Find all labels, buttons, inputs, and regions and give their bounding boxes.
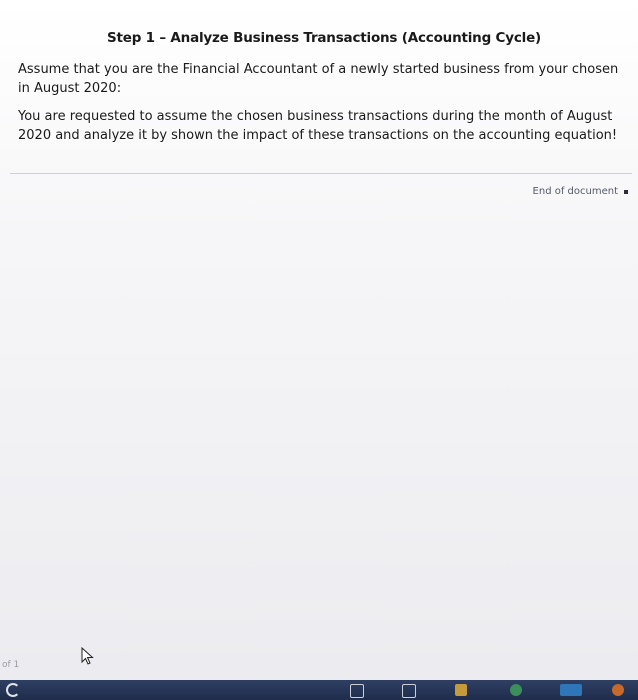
word-icon[interactable] <box>560 684 582 696</box>
browser-icon[interactable] <box>510 684 522 696</box>
end-of-document-label: End of document <box>532 186 618 197</box>
section-divider <box>10 173 632 174</box>
taskbar <box>0 680 638 700</box>
store-icon[interactable] <box>455 684 467 696</box>
chrome-icon[interactable] <box>612 684 624 696</box>
end-of-document <box>533 186 628 197</box>
square-icon <box>624 190 628 194</box>
taskbar-app-icon[interactable] <box>402 684 416 698</box>
mouse-pointer-icon <box>80 647 96 667</box>
page-indicator: of 1 <box>2 660 20 670</box>
taskbar-app-icon[interactable] <box>350 684 364 698</box>
paragraph-2: You are requested to assume the chosen business transactions during the month of August 2020 and analyze it by shown the impact of these transactions on the accounting equation! <box>18 109 618 143</box>
paragraph-1: Assume that you are the Financial Accountant of a newly started business from your chosen in August 2020: <box>18 62 619 96</box>
start-icon[interactable] <box>6 683 20 697</box>
document-content <box>18 30 630 154</box>
document-title: Step 1 – Analyze Business Transactions (Accounting Cycle) <box>106 30 542 46</box>
